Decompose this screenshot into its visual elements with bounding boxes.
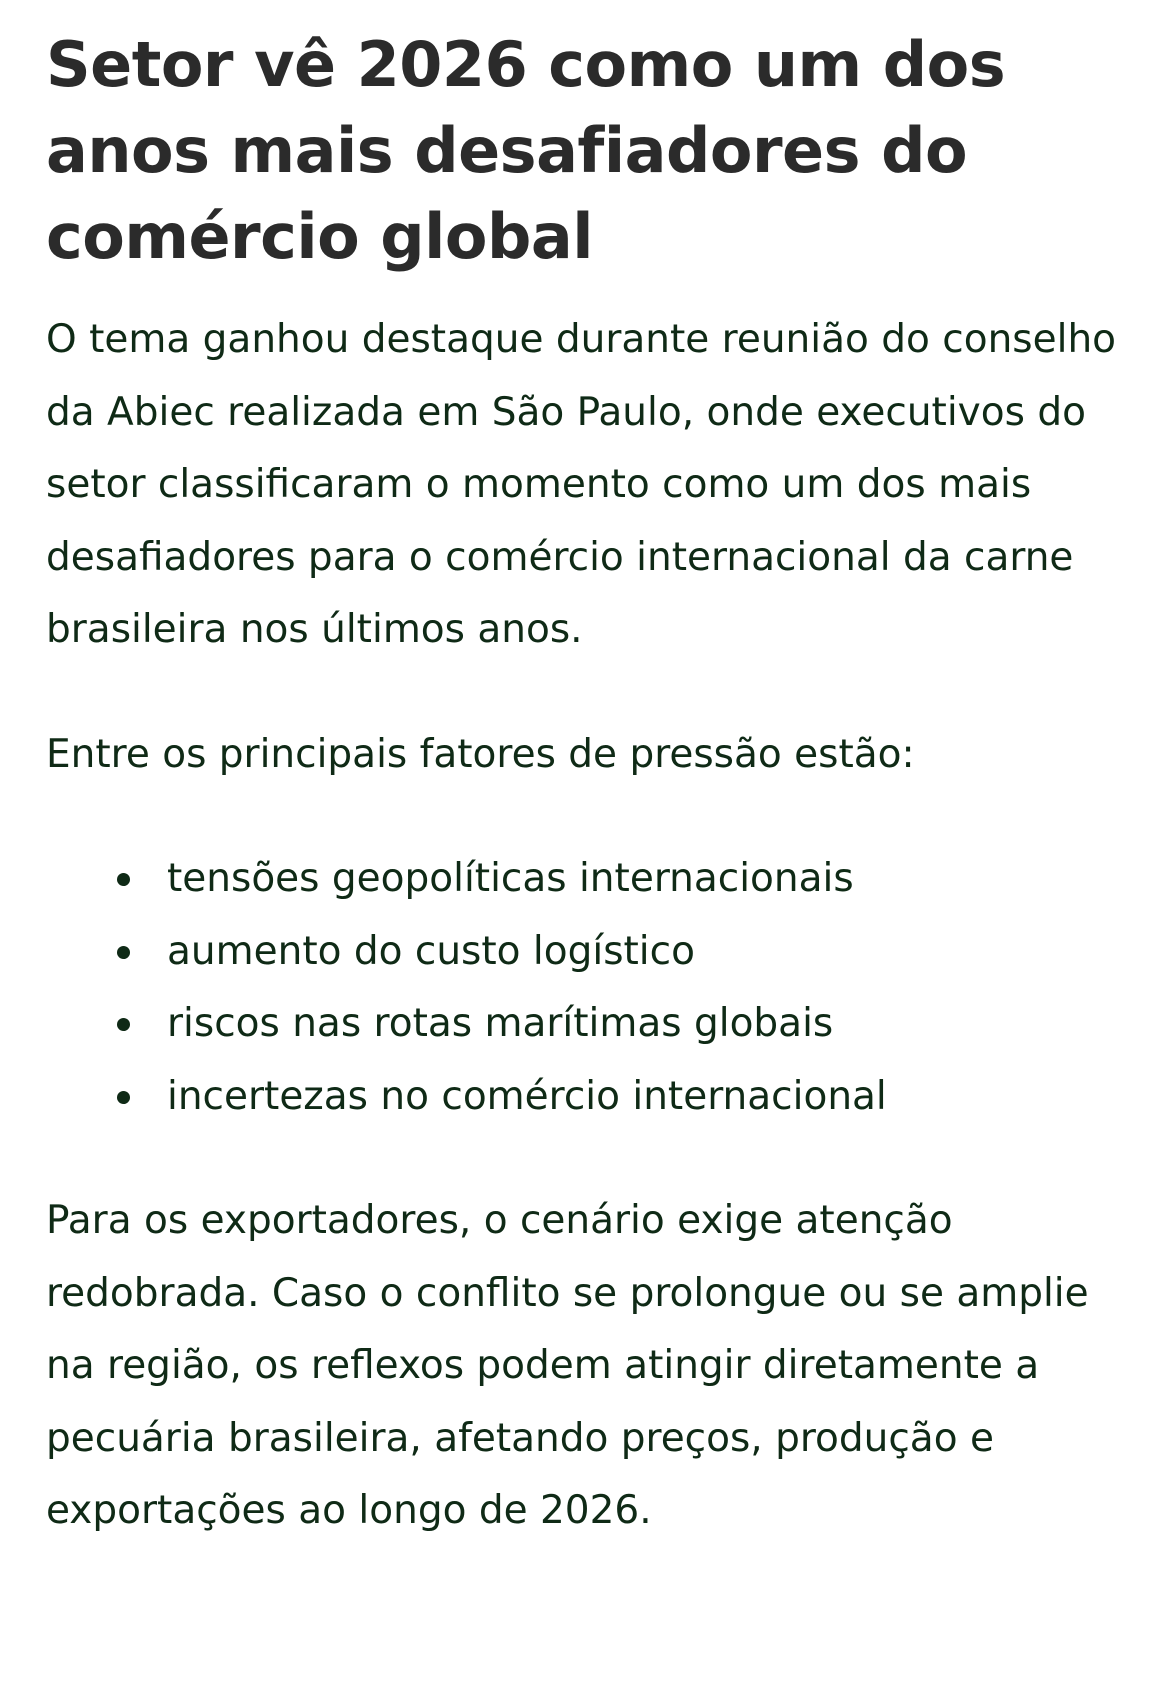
paragraph-factors-intro: Entre os principais fatores de pressão estão:	[46, 731, 915, 777]
pressure-factors-list	[46, 843, 1126, 1133]
list-item	[46, 1061, 1126, 1134]
article-headline: Setor vê 2026 como um dos anos mais desafiadores do comércio global	[46, 28, 1006, 273]
list-item-text: tensões geopolíticas internacionais	[167, 856, 854, 901]
paragraph-intro: O tema ganhou destaque durante reunião do conselho da Abiec realizada em São Paulo, onde executivos do setor classificaram o momento como um dos mais desafiadores para o comércio internacional da carne brasileira nos últimos anos.	[46, 317, 1117, 652]
bullet-icon	[117, 1091, 130, 1104]
bullet-icon	[117, 1018, 130, 1031]
list-item-text: riscos nas rotas marítimas globais	[167, 1001, 834, 1046]
paragraph-conclusion: Para os exportadores, o cenário exige atenção redobrada. Caso o conflito se prolongue ou se amplie na região, os reflexos podem atingir diretamente a pecuária brasileira, afetando preços, produção e exportações ao longo de 2026.	[46, 1198, 1089, 1533]
list-item	[46, 988, 1126, 1061]
list-item-text: incertezas no comércio internacional	[167, 1073, 887, 1119]
article	[46, 22, 1126, 1548]
bullet-icon	[117, 946, 130, 959]
list-item-text: aumento do custo logístico	[167, 928, 695, 974]
list-item	[46, 843, 1126, 916]
bullet-icon	[117, 873, 130, 886]
list-item	[46, 916, 1126, 989]
